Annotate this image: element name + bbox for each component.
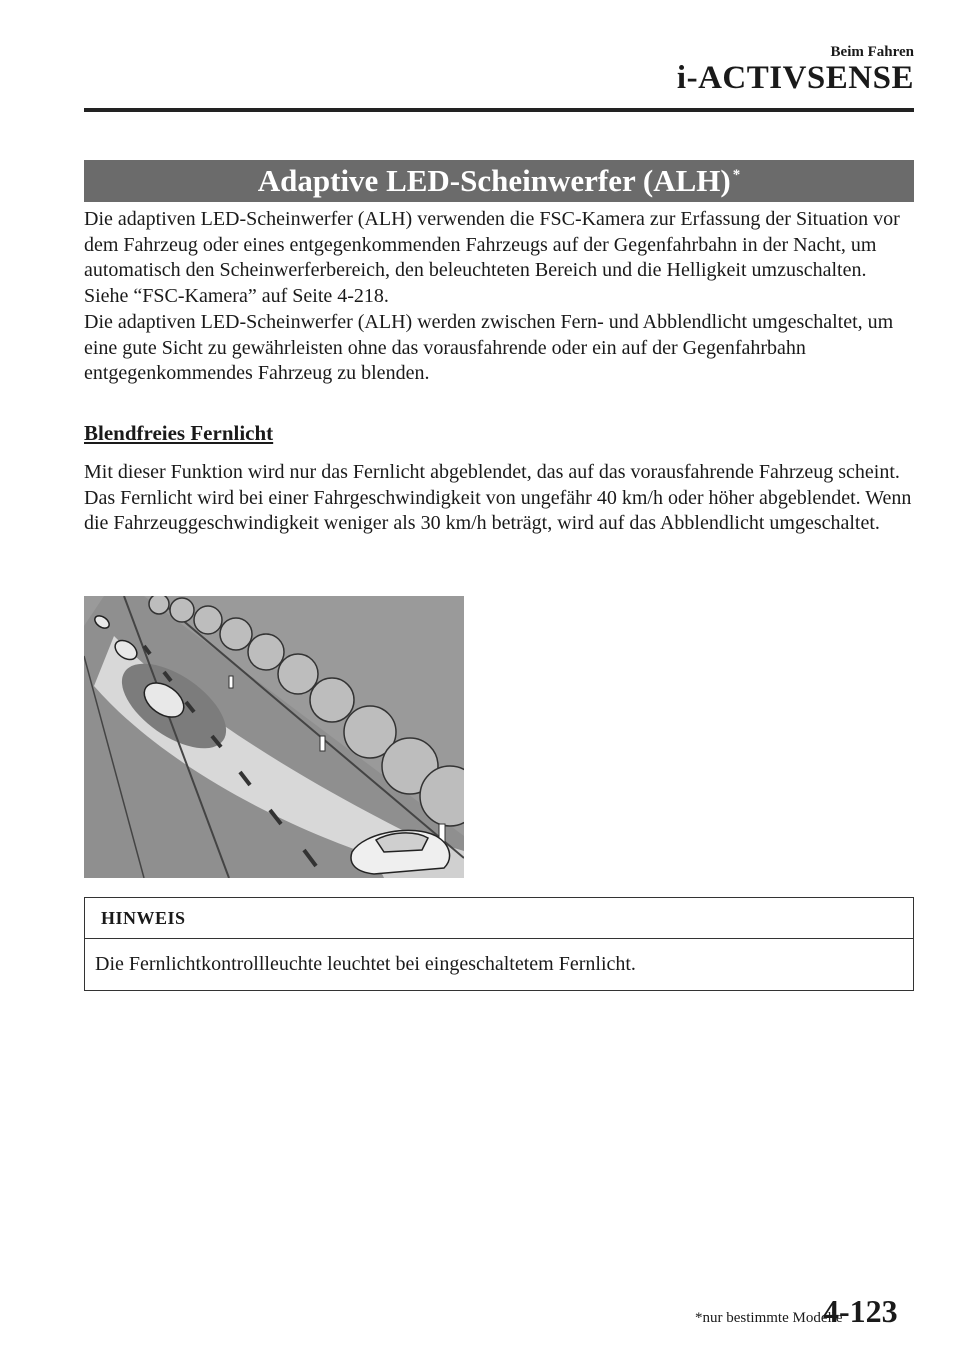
subsection-paragraph-2: Das Fernlicht wird bei einer Fahrgeschwindigkeit von ungefähr 40 km/h oder höher abgeblendet. Wenn die Fahrzeuggeschwindigkeit weniger als 30 km/h beträgt, wird auf das Abblendlicht umgeschaltet.: [84, 486, 912, 535]
subsection-text: [84, 460, 916, 537]
road-scene-graphic: [84, 596, 464, 878]
intro-text: [84, 207, 916, 387]
intro-paragraph-1: Die adaptiven LED-Scheinwerfer (ALH) verwenden die FSC-Kamera zur Erfassung der Situation vor dem Fahrzeug oder eines entgegenkommenden Fahrzeugs auf der Gegenfahrbahn in der Nacht, um automatisch den Scheinwerferbereich, den beleuchteten Bereich und die Helligkeit umzuschalten.: [84, 208, 900, 282]
note-text: Die Fernlichtkontrollleuchte leuchtet bei eingeschaltetem Fernlicht.: [95, 953, 636, 975]
headlight-illustration: [84, 596, 464, 878]
page-number: 4-123: [823, 1293, 898, 1329]
subsection-paragraph-1: Mit dieser Funktion wird nur das Fernlicht abgeblendet, das auf das vorausfahrende Fahrzeug scheint.: [84, 461, 900, 483]
page-title: Adaptive LED-Scheinwerfer (ALH): [257, 163, 731, 198]
subsection-heading: Blendfreies Fernlicht: [84, 421, 274, 445]
intro-cross-reference: Siehe “FSC-Kamera” auf Seite 4-218.: [84, 285, 389, 308]
note-heading: HINWEIS: [85, 898, 913, 939]
header-divider: [84, 108, 914, 112]
section-title: i-ACTIVSENSE: [676, 60, 914, 96]
intro-paragraph-2: Die adaptiven LED-Scheinwerfer (ALH) werden zwischen Fern- und Abblendlicht umgeschaltet, um eine gute Sicht zu gewährleisten ohne das vorausfahrende oder ein auf der Gegenfahrbahn entgegenkommendes Fahrzeug zu blenden.: [84, 310, 894, 385]
page-title-bar: [84, 160, 914, 202]
note-box: [84, 897, 914, 991]
footnote: *nur bestimmte Modelle: [695, 1310, 843, 1326]
footnote-mark: *: [732, 166, 741, 183]
chapter-label: Beim Fahren: [830, 44, 914, 60]
